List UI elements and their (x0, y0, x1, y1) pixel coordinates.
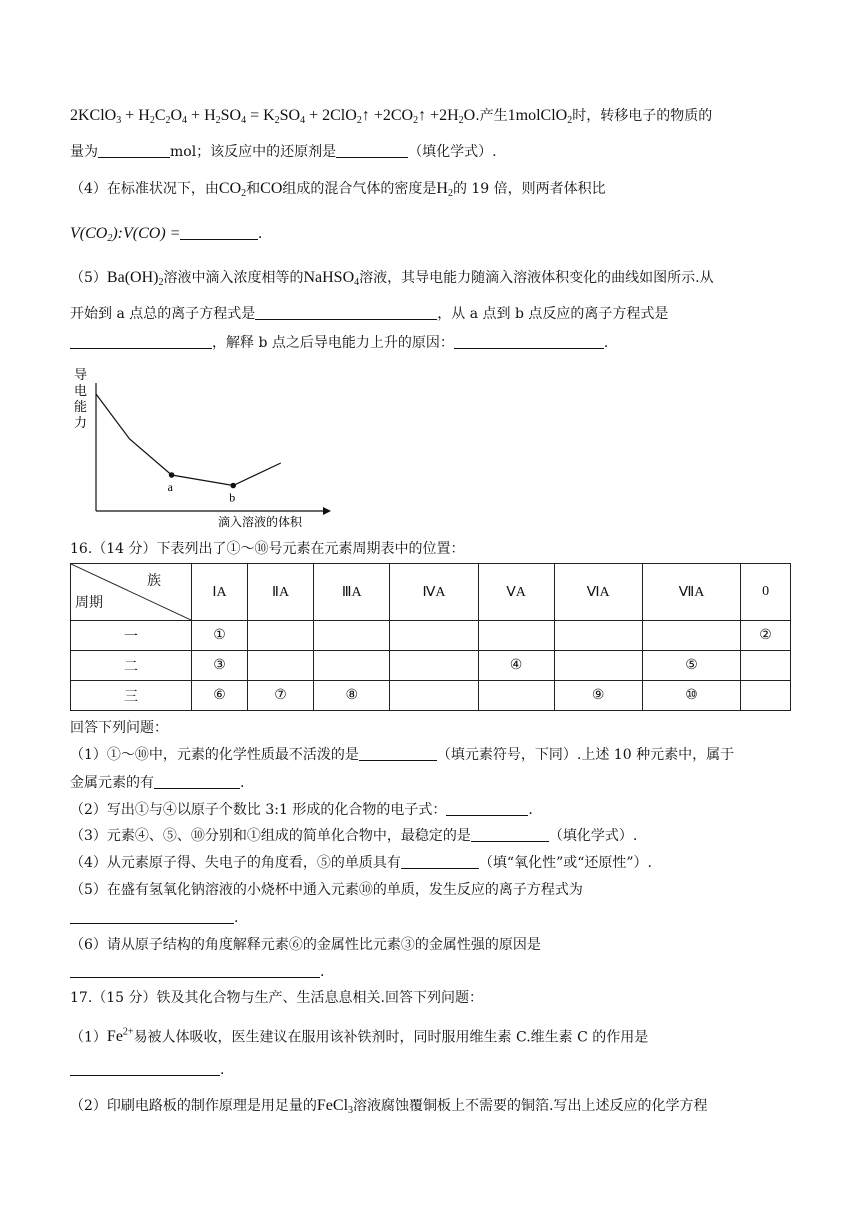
q16-s2: （2）写出①与④以原子个数比 3:1 形成的化合物的电子式： . (70, 802, 533, 818)
table-cell: ① (192, 621, 248, 651)
q16-s6: （6）请从原子结构的角度解释元素⑥的金属性比元素③的金属性强的原因是 (70, 937, 541, 953)
q3-answer-line: 量为 mol；该反应中的还原剂是 （填化学式）. (70, 144, 497, 160)
point-a (169, 472, 175, 478)
group-header: ⅢA (314, 564, 390, 621)
y-axis-label-char: 导 (74, 368, 88, 383)
period-heading: 周期 (75, 596, 103, 611)
period-label: 三 (71, 681, 192, 711)
table-cell (390, 651, 478, 681)
table-cell: ⑧ (314, 681, 390, 711)
answer-blank[interactable] (70, 909, 234, 924)
y-axis-label-char: 电 (74, 384, 88, 399)
answer-blank[interactable] (70, 963, 320, 978)
table-row (71, 681, 791, 711)
q16-s5: （5）在盛有氢氧化钠溶液的小烧杯中通入元素⑩的单质，发生反应的离子方程式为 (70, 882, 583, 898)
redox-equation: 2KClO$_3$ + $H_2C_2O_4 + H_2SO_4 = K_2SO_4$ + 2ClO$_2$↑ $+2CO_2↑ +2H_2O$ (70, 107, 476, 126)
q5-line-3: ，解释 b 点之后导电能力上升的原因： . (70, 333, 608, 353)
q5-line: $(5)Ba(OH)_2$溶液中滴入浓度相等的NaHSO$_4$溶液，其导电能力随滴入溶液体积变化的曲线如图所示.从 (70, 269, 714, 288)
table-cell: ④ (478, 651, 554, 681)
table-corner (71, 564, 192, 621)
q16-title: 16.（14 分）下表列出了①～⑩号元素在元素周期表中的位置： (70, 541, 465, 557)
y-axis-label-char: 力 (74, 416, 88, 431)
q16-s6-answer: . (70, 962, 324, 982)
table-cell: ⑥ (192, 681, 248, 711)
answer-blank[interactable] (180, 225, 258, 240)
group-heading: 族 (147, 574, 161, 589)
q5-line-2: 开始到 a 点总的离子方程式是 ，从 a 点到 b 点反应的离子方程式是 (70, 306, 669, 322)
answer-blank[interactable] (154, 774, 240, 789)
table-row (71, 621, 791, 651)
table-cell (741, 681, 791, 711)
point-b (230, 483, 236, 489)
q16-s1-cont: 金属元素的有 . (70, 775, 245, 791)
table-cell (478, 681, 554, 711)
table-cell: ⑦ (247, 681, 313, 711)
answer-blank[interactable] (98, 143, 170, 158)
point-label-a: a (167, 480, 173, 494)
y-axis-label-char: 能 (74, 400, 88, 415)
conductivity-curve (96, 394, 281, 486)
answer-blank[interactable] (359, 746, 437, 761)
x-axis-label: 滴入溶液的体积 (218, 515, 303, 529)
q16-s4: （4）从元素原子得、失电子的角度看，⑤的单质具有 （填“氧化性”或“还原性”）. (70, 855, 652, 871)
q4-ratio-line: $V(CO_2):V(CO)$ = . (70, 225, 263, 244)
table-cell (390, 681, 478, 711)
table-cell (314, 651, 390, 681)
q16-s5-answer: . (70, 908, 238, 928)
q17-s1-answer: . (70, 1060, 224, 1080)
answer-blank[interactable] (70, 334, 212, 349)
q17-s1: $(1)Fe^{2+}$易被人体吸收，医生建议在服用该补铁剂时，同时服用维生素 C.维生素 C 的作用是 (70, 1027, 649, 1046)
answer-blank[interactable] (454, 334, 604, 349)
answer-blank[interactable] (255, 305, 437, 320)
period-label: 一 (71, 621, 192, 651)
q17-title: 17.（15 分）铁及其化合物与生产、生活息息相关.回答下列问题： (70, 990, 483, 1006)
q16-intro: 回答下列问题： (70, 720, 168, 736)
x-axis-arrow (323, 507, 331, 515)
group-header: ⅤA (478, 564, 554, 621)
point-label-b: b (229, 490, 236, 505)
table-cell: ⑩ (642, 681, 740, 711)
answer-blank[interactable] (446, 801, 528, 816)
table-cell (314, 621, 390, 651)
table-cell (247, 651, 313, 681)
answer-blank[interactable] (336, 143, 408, 158)
equation-line: 2KClO$_3$ + $H_2C_2O_4 + H_2SO_4 = K_2SO_4$ + 2ClO$_2$↑ $+2CO_2↑ +2H_2O$.产生1molClO$_2$时，转移电子的物质的 (70, 107, 713, 126)
q16-s1: （1）①～⑩中，元素的化学性质最不活泼的是 （填元素符号，下同）.上述 10 种元素中，属于 (70, 747, 735, 763)
table-cell (478, 621, 554, 651)
table-cell: ② (741, 621, 791, 651)
table-cell: ⑨ (554, 681, 642, 711)
answer-blank[interactable] (471, 827, 549, 842)
table-cell (390, 621, 478, 651)
q4-line: （4）在标准状况下，由$CO_2$和CO组成的混合气体的密度是$H_2$的 19 倍，则两者体积比 (70, 180, 606, 199)
group-header: 0 (741, 564, 791, 621)
group-header: ⅦA (642, 564, 740, 621)
group-header: ⅡA (247, 564, 313, 621)
q16-s3: （3）元素④、⑤、⑩分别和①组成的简单化合物中，最稳定的是 （填化学式）. (70, 828, 638, 844)
answer-blank[interactable] (401, 854, 479, 869)
group-header: ⅣA (390, 564, 478, 621)
period-label: 二 (71, 651, 192, 681)
table-cell (642, 621, 740, 651)
table-cell: ③ (192, 651, 248, 681)
group-header: ⅠA (192, 564, 248, 621)
table-cell (741, 651, 791, 681)
table-cell (554, 621, 642, 651)
y-axis-label (74, 368, 87, 431)
q17-s2: （2）印刷电路板的制作原理是用足量的FeCl$_3$溶液腐蚀覆铜板上不需要的铜箔.写出上述反应的化学方程 (70, 1097, 708, 1116)
periodic-table (70, 563, 791, 711)
conductivity-chart (68, 363, 338, 533)
answer-blank[interactable] (70, 1061, 220, 1076)
table-cell: ⑤ (642, 651, 740, 681)
table-cell (247, 621, 313, 651)
table-cell (554, 651, 642, 681)
group-header: ⅥA (554, 564, 642, 621)
table-row (71, 651, 791, 681)
